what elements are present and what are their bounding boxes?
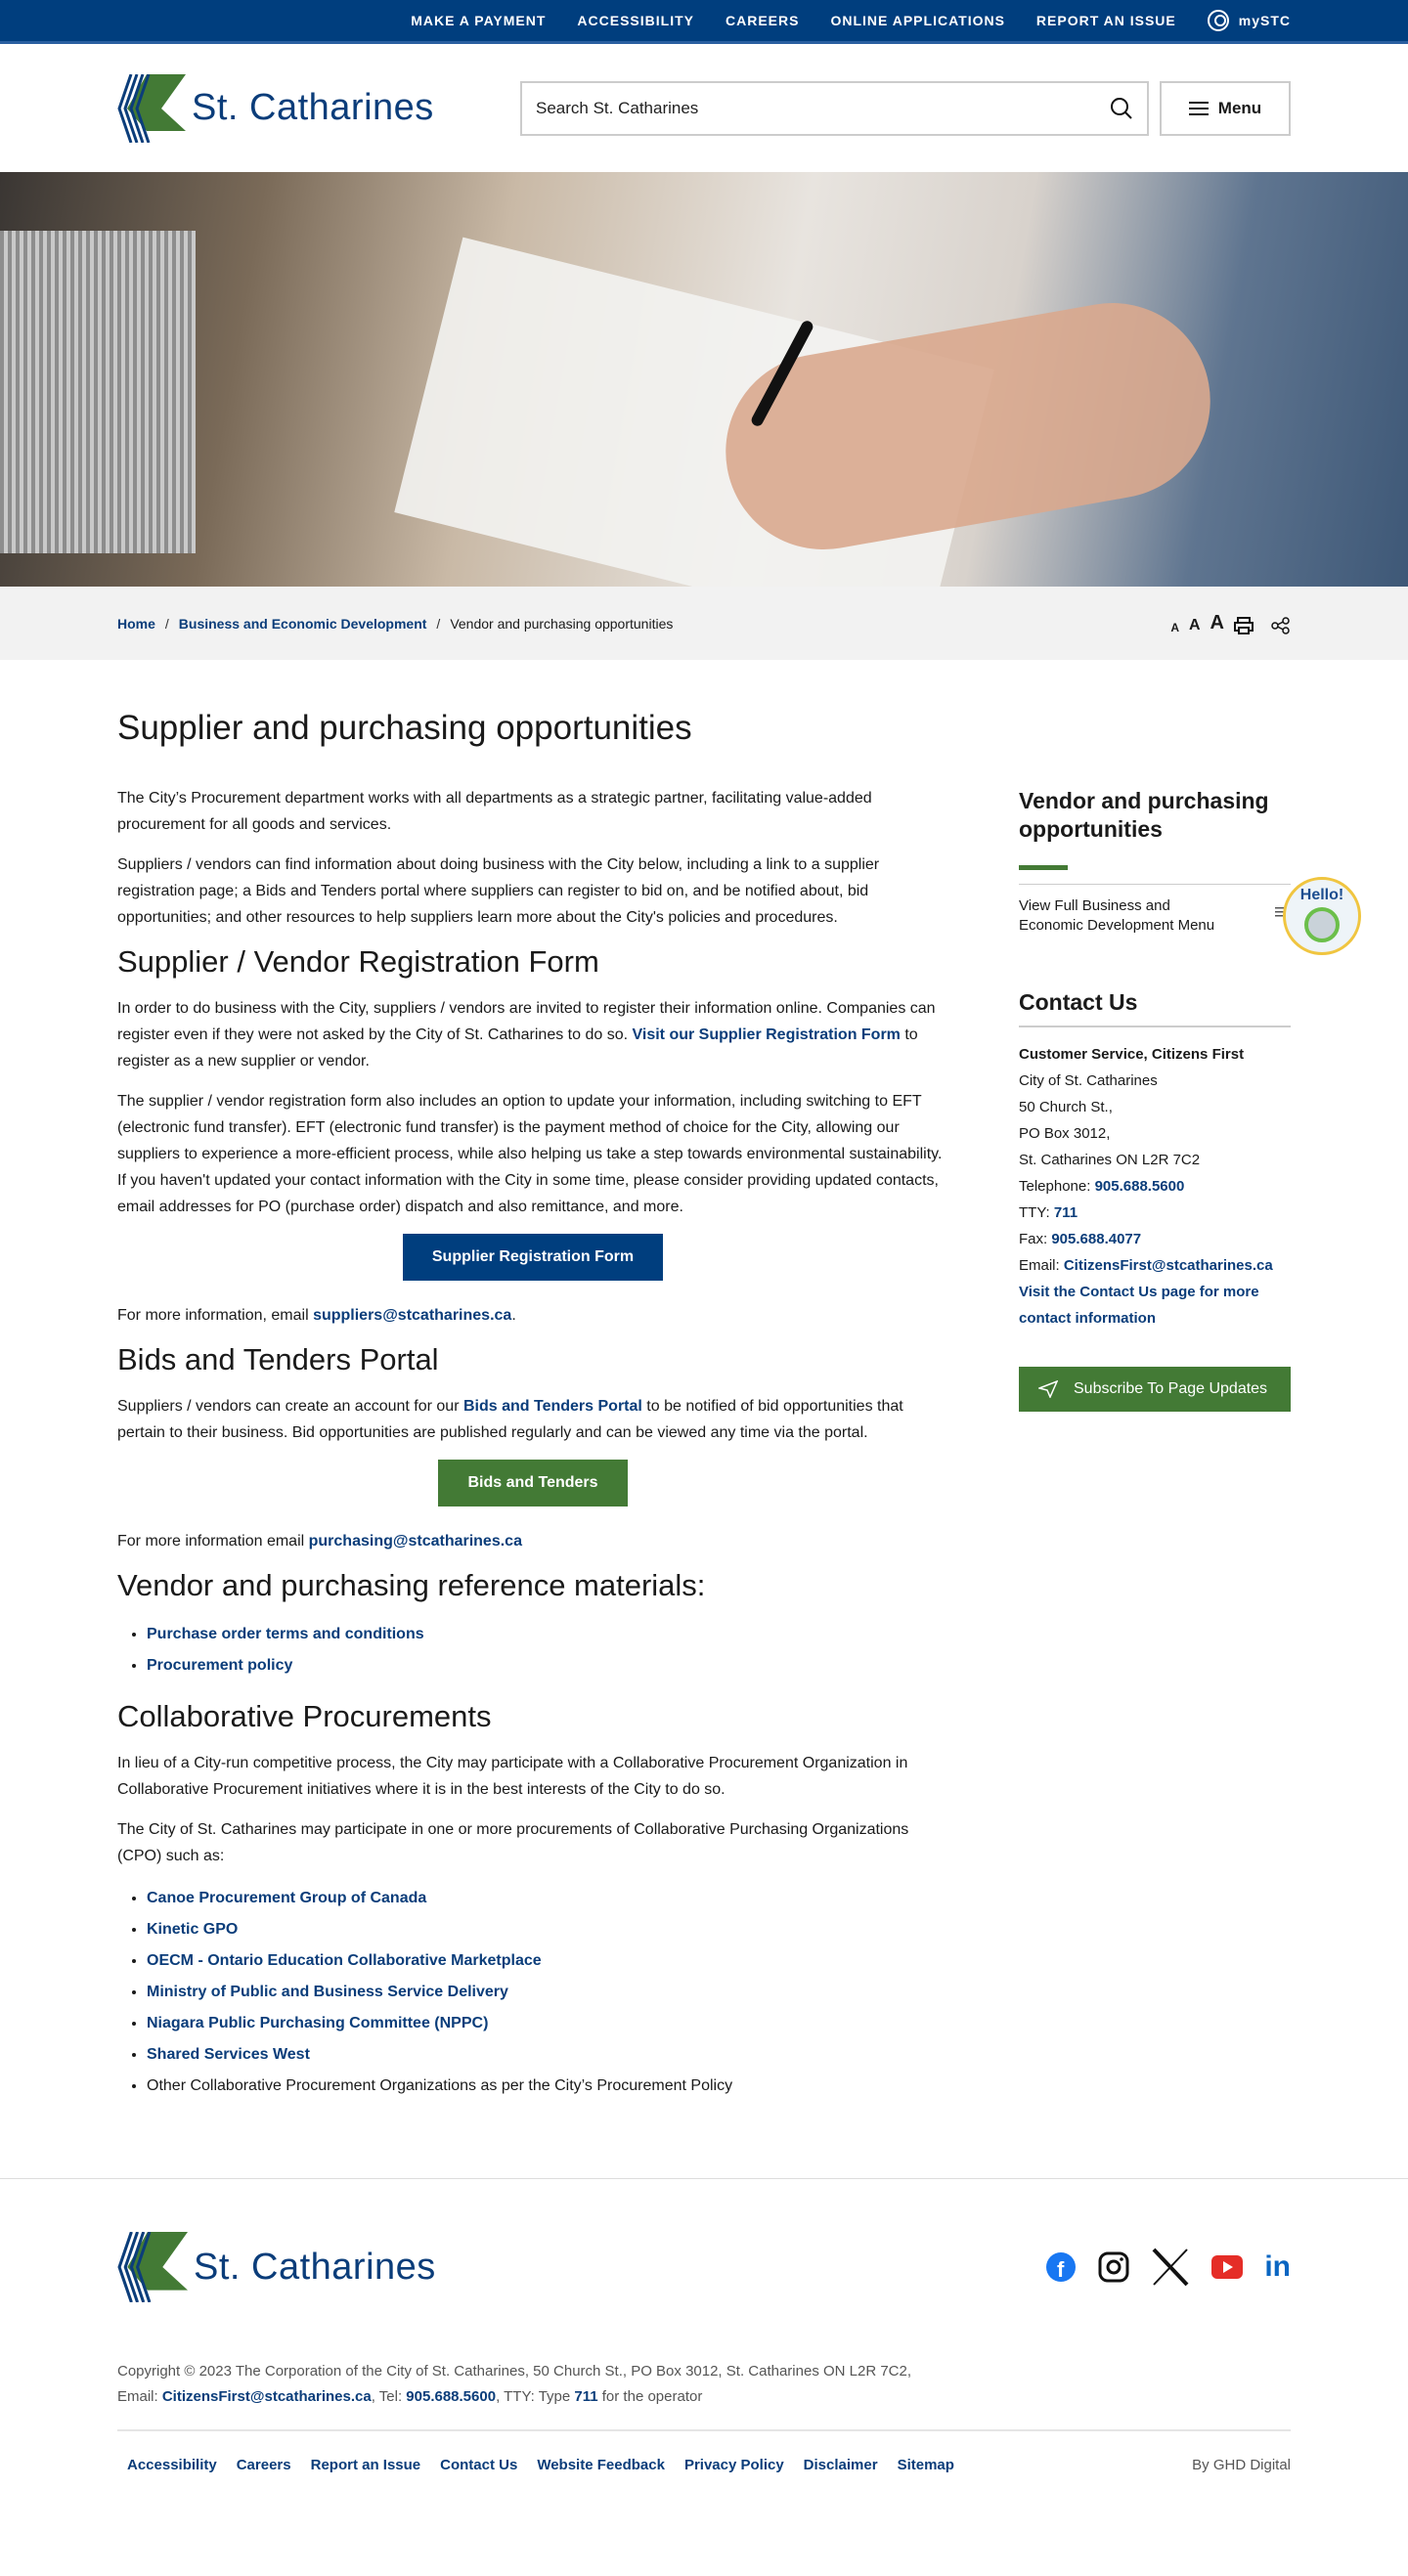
logo-text: St. Catharines xyxy=(194,2246,436,2288)
email-link[interactable]: CitizensFirst@stcatharines.ca xyxy=(1063,1257,1273,1274)
youtube-icon[interactable] xyxy=(1211,2255,1243,2279)
search-box xyxy=(520,81,1149,136)
cpo-link[interactable]: Shared Services West xyxy=(147,2046,310,2063)
footer-link-accessibility[interactable]: Accessibility xyxy=(127,2457,217,2473)
careers-link[interactable]: CAREERS xyxy=(726,13,800,28)
telephone-link[interactable]: 905.688.5600 xyxy=(1094,1178,1185,1195)
footer-tty-link[interactable]: 711 xyxy=(574,2388,598,2405)
sidebar-title: Vendor and purchasing opportunities xyxy=(1019,788,1269,842)
breadcrumb: Home / Business and Economic Development / Vendor and purchasing opportunities A A A xyxy=(0,587,1408,660)
eft-paragraph: The supplier / vendor registration form also includes an option to update your information, including switching to EFT (electronic fund transfer). EFT (electronic fund transfer) is the payment method of choice for the City, allowing our suppliers to experience a more-efficient process, while also helping us take a step towards environmental sustainability. If you haven't updated your contact information with the City in some time, please consider providing updated contacts, email addresses for PO (purchase order) dispatch and also remittance, and more. xyxy=(117,1093,943,1215)
cpo-link[interactable]: Kinetic GPO xyxy=(147,1921,239,1938)
supplier-registration-button[interactable]: Supplier Registration Form xyxy=(403,1234,663,1281)
collaborative-paragraph: The City of St. Catharines may participate in one or more procurements of Collaborative Purchasing Organizations (CPO) such as: xyxy=(117,1821,909,1864)
list-item xyxy=(147,1945,948,1977)
collaborative-heading: Collaborative Procurements xyxy=(117,1699,492,1733)
cpo-link[interactable]: Ministry of Public and Business Service Delivery xyxy=(147,1984,508,2000)
intro-paragraph: The City’s Procurement department works with all departments as a strategic partner, facilitating value-added procurement for all goods and services. xyxy=(117,790,872,833)
bids-portal-link[interactable]: Bids and Tenders Portal xyxy=(462,1398,642,1415)
subscribe-button[interactable] xyxy=(1019,1367,1291,1412)
contact-line: 50 Church St., xyxy=(1019,1099,1113,1115)
view-full-label: View Full Business and Economic Development Menu xyxy=(1019,897,1215,934)
search-input[interactable] xyxy=(536,99,1110,118)
footer-link-privacy[interactable]: Privacy Policy xyxy=(683,2457,784,2473)
breadcrumb-parent[interactable]: Business and Economic Development xyxy=(178,615,427,632)
copyright-text: Copyright © 2023 The Corporation of the City of St. Catharines, 50 Church St., PO Box 3012, St. Catharines ON L2R 7C2, xyxy=(117,2363,912,2380)
user-icon xyxy=(1208,10,1229,31)
robot-icon xyxy=(1304,907,1340,942)
footer-link-disclaimer[interactable]: Disclaimer xyxy=(803,2457,878,2473)
list-item xyxy=(147,1619,948,1650)
contact-fax: Fax: 905.688.4077 xyxy=(1019,1231,1142,1247)
page-tools xyxy=(1170,612,1291,634)
fax-link[interactable]: 905.688.4077 xyxy=(1051,1231,1142,1247)
x-icon[interactable] xyxy=(1151,2248,1190,2287)
footer-link-feedback[interactable]: Website Feedback xyxy=(537,2457,665,2473)
footer-links xyxy=(117,2429,1291,2473)
report-issue-link[interactable]: REPORT AN ISSUE xyxy=(1035,13,1176,28)
footer-link-report-issue[interactable]: Report an Issue xyxy=(310,2457,421,2473)
footer-link-contact[interactable]: Contact Us xyxy=(440,2457,518,2473)
list-item xyxy=(147,2039,948,2071)
contact-info xyxy=(1019,1041,1291,1332)
mystc-link[interactable] xyxy=(1208,10,1291,31)
svg-text:f: f xyxy=(1057,2257,1065,2282)
breadcrumb-home[interactable]: Home xyxy=(117,615,155,632)
list-item xyxy=(147,1650,948,1681)
cpo-link[interactable]: OECM - Ontario Education Collaborative Marketplace xyxy=(147,1952,542,1969)
list-item xyxy=(147,1914,948,1945)
copyright xyxy=(117,2359,1291,2410)
list-item xyxy=(147,2008,948,2039)
list-item: • Other Collaborative Procurement Organizations as per the City’s Procurement Policy xyxy=(147,2071,948,2102)
cpo-list xyxy=(147,1883,948,2102)
accessibility-link[interactable]: ACCESSIBILITY xyxy=(577,13,694,28)
contact-email: Email: CitizensFirst@stcatharines.ca xyxy=(1019,1257,1273,1274)
facebook-icon[interactable] xyxy=(1045,2251,1077,2283)
tty-link[interactable]: 711 xyxy=(1053,1204,1078,1221)
chatbot-button[interactable] xyxy=(1283,877,1361,955)
search-icon[interactable] xyxy=(1110,97,1133,120)
mystc-label: mySTC xyxy=(1238,13,1291,28)
text-size-medium[interactable]: A xyxy=(1188,617,1201,633)
contact-heading: Contact Us xyxy=(1019,989,1291,1027)
footer-link-sitemap[interactable]: Sitemap xyxy=(897,2457,954,2473)
share-icon[interactable] xyxy=(1271,617,1291,634)
cpo-link[interactable]: Canoe Procurement Group of Canada xyxy=(147,1890,427,1906)
footer-tel-link[interactable]: 905.688.5600 xyxy=(406,2388,497,2405)
utility-bar xyxy=(0,0,1408,44)
hamburger-icon xyxy=(1189,101,1209,116)
contact-line: St. Catharines ON L2R 7C2 xyxy=(1019,1152,1201,1168)
print-icon[interactable] xyxy=(1234,617,1254,634)
menu-button[interactable] xyxy=(1160,81,1291,136)
suppliers-email-paragraph: For more information, email suppliers@stcatharines.ca. xyxy=(117,1307,516,1324)
collaborative-paragraph: In lieu of a City-run competitive process, the City may participate with a Collaborative Procurement Organization in Collaborative Procurement initiatives where it is in the best interests of the City to do so. xyxy=(117,1755,908,1798)
contact-tty: TTY: 711 xyxy=(1019,1204,1078,1221)
social-links xyxy=(1045,2248,1291,2287)
reference-list xyxy=(147,1619,948,1681)
make-payment-link[interactable]: MAKE A PAYMENT xyxy=(411,13,547,28)
footer-contact: Email: CitizensFirst@stcatharines.ca, Tel: 905.688.5600, TTY: Type 711 for the operator xyxy=(117,2388,703,2405)
purchasing-email-paragraph: For more information email purchasing@stcatharines.ca xyxy=(117,1533,522,1550)
cpo-link[interactable]: Niagara Public Purchasing Committee (NPPC) xyxy=(147,2015,489,2031)
page-title: Supplier and purchasing opportunities xyxy=(117,709,692,747)
site-header xyxy=(0,44,1408,172)
send-icon xyxy=(1038,1380,1058,1398)
credit: By GHD Digital xyxy=(1192,2457,1291,2473)
contact-page-link[interactable]: Visit the Contact Us page for more contact information xyxy=(1019,1284,1259,1327)
bids-heading: Bids and Tenders Portal xyxy=(117,1342,439,1376)
footer-logo[interactable] xyxy=(117,2232,436,2302)
suppliers-email-link[interactable]: suppliers@stcatharines.ca xyxy=(313,1307,512,1324)
bids-and-tenders-button[interactable]: Bids and Tenders xyxy=(438,1460,627,1506)
sidebar xyxy=(1019,660,1344,2168)
text-size-small[interactable]: A xyxy=(1170,621,1179,634)
supplier-registration-link[interactable]: Visit our Supplier Registration Form xyxy=(632,1026,901,1043)
online-applications-link[interactable]: ONLINE APPLICATIONS xyxy=(830,13,1005,28)
linkedin-icon[interactable]: in xyxy=(1264,2250,1291,2283)
site-footer xyxy=(0,2178,1408,2503)
subscribe-label: Subscribe To Page Updates xyxy=(1074,1380,1268,1397)
menu-label: Menu xyxy=(1217,98,1262,117)
contact-telephone: Telephone: 905.688.5600 xyxy=(1019,1178,1185,1195)
breadcrumb-current: Vendor and purchasing opportunities xyxy=(450,615,674,632)
chatbot-label: Hello! xyxy=(1299,887,1344,903)
hero-image xyxy=(0,172,1408,587)
logo-text: St. Catharines xyxy=(192,87,434,128)
footer-email-link[interactable]: CitizensFirst@stcatharines.ca xyxy=(161,2388,372,2405)
footer-link-careers[interactable]: Careers xyxy=(236,2457,291,2473)
intro-paragraph: Suppliers / vendors can find information about doing business with the City below, including a link to a supplier registration page; a Bids and Tenders portal where suppliers can register to bid on, and be notified about, bid opportunities; and other resources to help suppliers learn more about the City's policies and procedures. xyxy=(117,856,880,926)
accent-bar xyxy=(1019,865,1068,870)
procurement-policy-link[interactable]: Procurement policy xyxy=(147,1657,293,1674)
view-full-menu-link[interactable] xyxy=(1019,884,1344,936)
logo-chevron-icon xyxy=(117,2232,188,2302)
site-logo[interactable] xyxy=(117,74,434,143)
instagram-icon[interactable] xyxy=(1098,2251,1129,2283)
list-item xyxy=(147,1883,948,1914)
main-content xyxy=(117,660,948,2168)
contact-line: City of St. Catharines xyxy=(1019,1072,1158,1089)
po-terms-link[interactable]: Purchase order terms and conditions xyxy=(147,1626,424,1642)
registration-paragraph: In order to do business with the City, suppliers / vendors are invited to register their information online. Companies can register even if they were not asked by the City of St. Catharines to do so. Visit our Supplier Registration Form to register as a new supplier or vendor. xyxy=(117,1000,936,1070)
reference-heading: Vendor and purchasing reference materials: xyxy=(117,1568,706,1602)
purchasing-email-link[interactable]: purchasing@stcatharines.ca xyxy=(308,1533,522,1550)
logo-chevron-icon xyxy=(117,74,186,143)
contact-org: Customer Service, Citizens First xyxy=(1019,1046,1245,1063)
contact-line: PO Box 3012, xyxy=(1019,1125,1111,1142)
list-item xyxy=(147,1977,948,2008)
text-size-large[interactable]: A xyxy=(1210,612,1224,633)
registration-heading: Supplier / Vendor Registration Form xyxy=(117,944,599,979)
bids-paragraph: Suppliers / vendors can create an account for our Bids and Tenders Portal to be notified of bid opportunities that pertain to their business. Bid opportunities are published regularly and can be viewed any time via the portal. xyxy=(117,1398,903,1441)
